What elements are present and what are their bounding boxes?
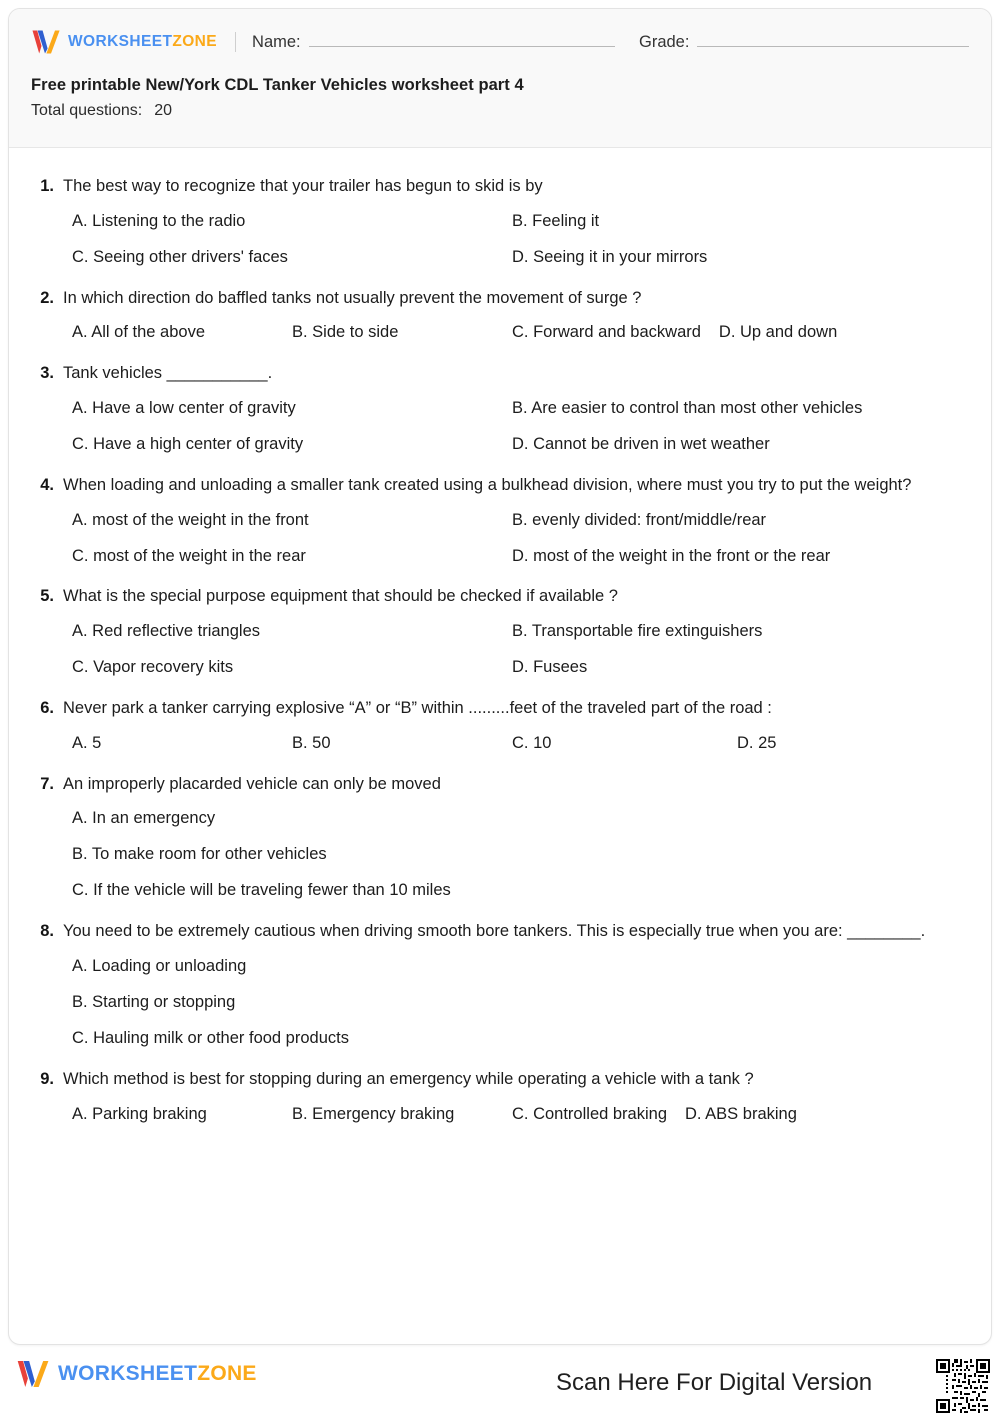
answer-option[interactable]: A. Red reflective triangles (72, 622, 261, 641)
question-row (31, 696, 969, 721)
answer-option[interactable]: C. Have a high center of gravity (72, 434, 304, 453)
question-number: 8. (40, 922, 54, 941)
header-top-row (31, 25, 969, 59)
question-row (31, 361, 969, 386)
answer-option[interactable]: C. Vapor recovery kits (72, 658, 234, 677)
answer-option[interactable]: A. Loading or unloading (72, 956, 247, 975)
question-item (31, 286, 969, 346)
question-item (31, 772, 969, 904)
worksheet-card (8, 8, 992, 1345)
total-questions-value: 20 (154, 102, 172, 119)
scan-instruction-text: Scan Here For Digital Version (556, 1369, 873, 1396)
option-list (72, 509, 969, 569)
question-row (31, 286, 969, 311)
answer-option[interactable]: B. Feeling it (512, 211, 600, 230)
brand-logo-header (31, 29, 217, 55)
answer-option[interactable]: B. Emergency braking (292, 1104, 455, 1123)
answer-option[interactable]: A. 5 (72, 733, 102, 752)
option-list (72, 620, 969, 680)
option-list (72, 1103, 969, 1127)
question-item (31, 1067, 969, 1127)
answer-option[interactable]: B. evenly divided: front/middle/rear (512, 510, 767, 529)
question-text: An improperly placarded vehicle can only be moved (63, 774, 441, 793)
answer-option[interactable]: A. Have a low center of gravity (72, 399, 296, 418)
option-list (72, 807, 969, 903)
answer-option[interactable]: C. 10 (512, 733, 552, 752)
answer-option[interactable]: C. most of the weight in the rear (72, 546, 306, 565)
answer-option[interactable]: D. Cannot be driven in wet weather (512, 434, 770, 453)
question-item (31, 696, 969, 756)
question-item (31, 174, 969, 270)
question-text: Tank vehicles ___________. (63, 364, 273, 383)
name-field-line[interactable] (309, 33, 615, 47)
option-list (72, 732, 969, 756)
question-text: You need to be extremely cautious when driving smooth bore tankers. This is especially true when you are: ________. (63, 922, 926, 941)
question-number: 9. (40, 1069, 54, 1088)
answer-option[interactable]: D. Up and down (718, 323, 838, 342)
grade-field-line[interactable] (697, 33, 969, 47)
worksheet-header (9, 9, 991, 148)
answer-option[interactable]: D. most of the weight in the front or the rear (512, 546, 831, 565)
answer-option[interactable]: D. Seeing it in your mirrors (512, 247, 708, 266)
answer-option[interactable]: B. Side to side (292, 323, 399, 342)
answer-option[interactable]: A. In an emergency (72, 809, 216, 828)
question-item (31, 361, 969, 457)
option-list (72, 397, 969, 457)
brand-name-part2-footer: ZONE (197, 1362, 257, 1385)
answer-option[interactable]: B. 50 (292, 733, 331, 752)
name-field[interactable] (252, 33, 615, 52)
worksheet-title: Free printable New/York CDL Tanker Vehicles worksheet part 4 (31, 76, 524, 94)
questions-body (9, 148, 991, 1152)
grade-field[interactable] (639, 33, 969, 52)
answer-option[interactable]: A. Parking braking (72, 1104, 207, 1123)
answer-option[interactable]: C. If the vehicle will be traveling fewer than 10 miles (72, 881, 451, 900)
answer-option[interactable]: B. Starting or stopping (72, 992, 236, 1011)
question-row (31, 584, 969, 609)
answer-option[interactable]: B. Transportable fire extinguishers (512, 622, 763, 641)
total-questions-label: Total questions: (31, 102, 143, 119)
brand-logo-text (68, 33, 217, 51)
question-text: When loading and unloading a smaller tank created using a bulkhead division, where must you try to put the weight? (63, 475, 912, 494)
question-text: Never park a tanker carrying explosive “A” or “B” within .........feet of the traveled part of the road : (63, 699, 772, 718)
name-field-label: Name: (252, 32, 301, 51)
question-item (31, 584, 969, 680)
total-questions-row (31, 102, 969, 120)
answer-option[interactable]: D. Fusees (512, 658, 588, 677)
question-text: Which method is best for stopping during an emergency while operating a vehicle with a tank ? (63, 1069, 754, 1088)
question-row (31, 772, 969, 797)
answer-option[interactable]: C. Controlled braking (512, 1104, 667, 1123)
question-row (31, 473, 969, 498)
question-text: What is the special purpose equipment that should be checked if available ? (63, 587, 618, 606)
option-list (72, 210, 969, 270)
question-item (31, 919, 969, 1051)
question-text: The best way to recognize that your trailer has begun to skid is by (63, 177, 543, 195)
qr-code-icon[interactable] (934, 1357, 992, 1414)
question-row (31, 174, 969, 199)
question-number: 2. (40, 288, 54, 307)
option-list (72, 321, 969, 345)
brand-name-part1-footer: WORKSHEET (58, 1362, 198, 1385)
brand-name-part1: WORKSHEET (68, 33, 173, 50)
question-number: 3. (40, 364, 54, 383)
grade-field-label: Grade: (639, 32, 690, 51)
brand-name-part2: ZONE (172, 33, 218, 50)
answer-option[interactable]: D. 25 (737, 733, 777, 752)
header-divider (235, 32, 236, 52)
question-number: 4. (40, 475, 54, 494)
worksheet-zone-logo-icon-footer (16, 1359, 50, 1389)
question-number: 1. (40, 177, 54, 195)
answer-option[interactable]: A. All of the above (72, 323, 206, 342)
question-number: 6. (40, 699, 54, 718)
answer-option[interactable]: C. Hauling milk or other food products (72, 1028, 349, 1047)
answer-option[interactable]: B. Are easier to control than most other vehicles (512, 399, 863, 418)
option-list (72, 955, 969, 1051)
question-text: In which direction do baffled tanks not usually prevent the movement of surge ? (63, 288, 642, 307)
question-row (31, 1067, 969, 1092)
answer-option[interactable]: C. Seeing other drivers' faces (72, 247, 288, 266)
brand-logo-footer (16, 1359, 257, 1389)
answer-option[interactable]: D. ABS braking (685, 1104, 797, 1123)
question-number: 5. (40, 587, 54, 606)
worksheet-footer (0, 1353, 1000, 1414)
answer-option[interactable]: C. Forward and backward (512, 323, 701, 342)
question-row (31, 919, 969, 944)
answer-option[interactable]: A. Listening to the radio (72, 211, 246, 230)
answer-option[interactable]: A. most of the weight in the front (72, 510, 309, 529)
answer-option[interactable]: B. To make room for other vehicles (72, 845, 327, 864)
question-item (31, 473, 969, 569)
worksheet-zone-logo-icon (31, 29, 61, 55)
brand-logo-text-footer (58, 1362, 257, 1386)
question-number: 7. (40, 774, 54, 793)
